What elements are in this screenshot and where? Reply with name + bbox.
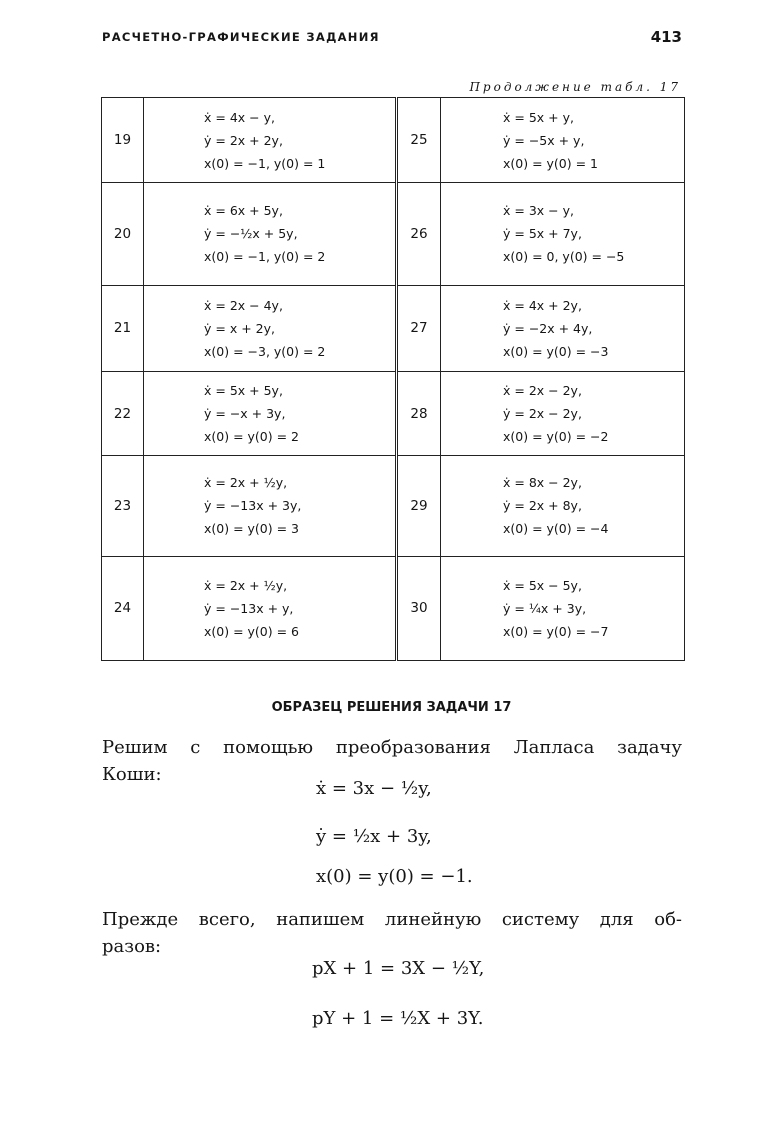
variant-number: 30 (397, 556, 441, 660)
system-eq-2: ẏ = ½x + 3y, (316, 826, 432, 847)
table-row (102, 371, 685, 455)
paragraph-2-line-2: разов: (102, 936, 162, 957)
variant-number: 22 (102, 371, 144, 455)
system-eq-1: ẋ = 3x − ½y, (316, 778, 432, 799)
image-eq-2: pY + 1 = ½X + 3Y. (312, 1008, 484, 1029)
equation-line: ẏ = 2x + 8y, (503, 498, 582, 514)
equation-line: ẋ = 3x − y, (503, 203, 574, 219)
variant-number: 24 (102, 556, 144, 660)
equation-line: ẏ = x + 2y, (204, 320, 275, 336)
equation-line: ẏ = −2x + 4y, (503, 320, 593, 336)
equation-line: ẋ = 5x + y, (503, 109, 574, 125)
variant-system (441, 371, 685, 455)
equation-line: ẋ = 5x − 5y, (503, 577, 582, 593)
paragraph-1-line-1: Решим с помощью преобразования Лапласа задачу (102, 737, 682, 758)
equation-line: ẏ = −x + 3y, (204, 406, 286, 422)
table-row (102, 183, 685, 285)
page-header (102, 28, 682, 50)
variant-system (441, 556, 685, 660)
equation-line: ẋ = 5x + 5y, (204, 383, 283, 399)
table-row (102, 98, 685, 183)
variant-system (441, 285, 685, 371)
paragraph-2 (102, 906, 682, 960)
equation-line: ẏ = −13x + 3y, (204, 498, 302, 514)
equation-line: ẋ = 8x − 2y, (503, 475, 582, 491)
variants-table (101, 97, 685, 661)
variant-system (441, 456, 685, 556)
table-row (102, 556, 685, 660)
equation-line: x(0) = y(0) = −3 (503, 343, 609, 359)
variant-number: 20 (102, 183, 144, 285)
sample-title: ОБРАЗЕЦ РЕШЕНИЯ ЗАДАЧИ 17 (271, 700, 512, 715)
equation-line: x(0) = y(0) = 6 (204, 623, 300, 639)
equation-line: x(0) = y(0) = −4 (503, 521, 609, 537)
variant-system (144, 371, 397, 455)
variant-number: 27 (397, 285, 441, 371)
paragraph-1-line-2: Коши: (102, 764, 162, 785)
equation-line: x(0) = y(0) = −2 (503, 429, 609, 445)
equation-line: ẋ = 2x + ½y, (204, 577, 288, 593)
table-row (102, 285, 685, 371)
table-caption: Продолжение табл. 17 (469, 80, 681, 94)
equation-line: ẏ = −½x + 5y, (204, 226, 298, 242)
equation-line: ẋ = 4x + 2y, (503, 297, 582, 313)
equation-line: ẏ = 2x + 2y, (204, 132, 283, 148)
variant-number: 26 (397, 183, 441, 285)
equation-line: ẏ = 2x − 2y, (503, 406, 582, 422)
variant-system (441, 98, 685, 183)
running-title: РАСЧЕТНО-ГРАФИЧЕСКИЕ ЗАДАНИЯ (102, 30, 380, 44)
equation-line: x(0) = −3, y(0) = 2 (204, 343, 326, 359)
equation-line: x(0) = −1, y(0) = 2 (204, 249, 326, 265)
variant-number: 19 (102, 98, 144, 183)
equation-line: ẋ = 2x + ½y, (204, 475, 288, 491)
page-number: 413 (650, 28, 682, 46)
equation-line: x(0) = y(0) = −7 (503, 623, 609, 639)
equation-line: ẋ = 2x − 4y, (204, 297, 283, 313)
variant-system (144, 183, 397, 285)
variant-number: 23 (102, 456, 144, 556)
variant-number: 28 (397, 371, 441, 455)
equation-line: x(0) = −1, y(0) = 1 (204, 155, 326, 171)
equation-line: ẋ = 6x + 5y, (204, 203, 283, 219)
system-eq-3: x(0) = y(0) = −1. (316, 866, 473, 887)
equation-line: x(0) = y(0) = 2 (204, 429, 300, 445)
equation-line: ẋ = 4x − y, (204, 109, 275, 125)
equation-line: ẏ = ¼x + 3y, (503, 600, 587, 616)
equation-line: ẏ = −5x + y, (503, 132, 585, 148)
variant-system (144, 456, 397, 556)
equation-line: x(0) = y(0) = 1 (503, 155, 599, 171)
variant-system (144, 98, 397, 183)
variant-system (441, 183, 685, 285)
variant-number: 25 (397, 98, 441, 183)
variant-system (144, 285, 397, 371)
image-eq-1: pX + 1 = 3X − ½Y, (312, 958, 485, 979)
equation-line: x(0) = 0, y(0) = −5 (503, 249, 625, 265)
variant-number: 21 (102, 285, 144, 371)
table-row (102, 456, 685, 556)
equation-line: ẏ = −13x + y, (204, 600, 294, 616)
variant-system (144, 556, 397, 660)
equation-line: ẏ = 5x + 7y, (503, 226, 582, 242)
variant-number: 29 (397, 456, 441, 556)
equation-line: ẋ = 2x − 2y, (503, 383, 582, 399)
equation-line: x(0) = y(0) = 3 (204, 521, 300, 537)
paragraph-2-line-1: Прежде всего, напишем линейную систему для об- (102, 909, 682, 930)
